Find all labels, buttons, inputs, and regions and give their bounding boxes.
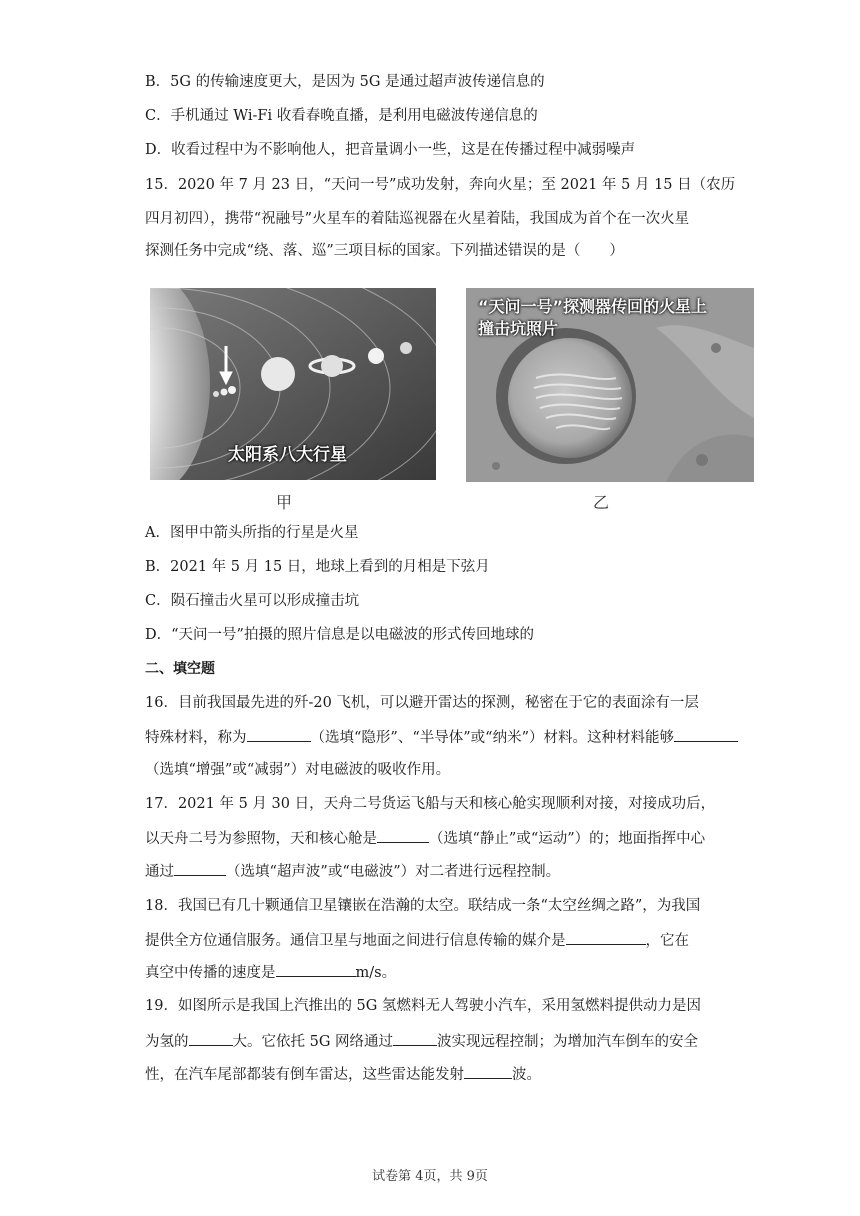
q17-line3 bbox=[145, 861, 560, 882]
q18-blank-1[interactable] bbox=[566, 930, 646, 945]
q19-line2 bbox=[145, 1031, 698, 1052]
q16-line2-text-b: （选填“隐形”、“半导体”或“纳米”）材料。这种材料能够 bbox=[310, 730, 674, 746]
q16-line2-text-a: 特殊材料，称为 bbox=[145, 730, 247, 746]
q17-blank-1[interactable] bbox=[377, 828, 429, 843]
q18-line1: 18．我国已有几十颗通信卫星镶嵌在浩瀚的太空。联结成一条“太空丝绸之路”，为我国 bbox=[145, 898, 701, 914]
q19-blank-1[interactable] bbox=[189, 1031, 233, 1046]
q18-line2 bbox=[145, 930, 689, 951]
q16-blank-1[interactable] bbox=[247, 727, 311, 742]
q16-line1: 16．目前我国最先进的歼-20 飞机，可以避开雷达的探测，秘密在于它的表面涂有一层 bbox=[145, 695, 699, 711]
solar-system-figure bbox=[150, 288, 436, 480]
q19-line1: 19．如图所示是我国上汽推出的 5G 氢燃料无人驾驶小汽车，采用氢燃料提供动力是因 bbox=[145, 998, 701, 1014]
q18-line2-text-a: 提供全方位通信服务。通信卫星与地面之间进行信息传输的媒介是 bbox=[145, 933, 566, 949]
section-heading: 二、填空题 bbox=[145, 661, 215, 677]
q19-blank-2[interactable] bbox=[393, 1031, 437, 1046]
q15-stem-line1: 15．2020 年 7 月 23 日，“天问一号”成功发射，奔向火星；至 2021 年 5 月 15 日（农历 bbox=[145, 177, 736, 193]
q15-option-d: D．“天问一号”拍摄的照片信息是以电磁波的形式传回地球的 bbox=[145, 627, 534, 643]
q18-line3-text-a: 真空中传播的速度是 bbox=[145, 965, 276, 981]
q17-line2 bbox=[145, 828, 705, 849]
q17-line2-text-a: 以天舟二号为参照物，天和核心舱是 bbox=[145, 831, 377, 847]
q19-line3-text-b: 波。 bbox=[512, 1067, 541, 1083]
solar-system-label: 太阳系八大行星 bbox=[228, 445, 347, 465]
q18-blank-2[interactable] bbox=[276, 962, 356, 977]
jupiter-shape bbox=[261, 357, 295, 391]
q16-line2 bbox=[145, 727, 738, 748]
q17-blank-2[interactable] bbox=[174, 861, 226, 876]
target-planet bbox=[228, 386, 236, 394]
q15-option-b: B．2021 年 5 月 15 日，地球上看到的月相是下弦月 bbox=[145, 559, 490, 575]
q14-option-b: B．5G 的传输速度更大，是因为 5G 是通过超声波传递信息的 bbox=[145, 74, 545, 90]
page-footer: 试卷第 4页，共 9页 bbox=[372, 1169, 488, 1184]
q17-line3-text-b: （选填“超声波”或“电磁波”）对二者进行远程控制。 bbox=[226, 864, 561, 880]
q14-option-c: C．手机通过 Wi-Fi 收看春晚直播，是利用电磁波传递信息的 bbox=[145, 108, 538, 124]
mars-crater-figure bbox=[466, 288, 754, 482]
q16-line3: （选填“增强”或“减弱”）对电磁波的吸收作用。 bbox=[145, 762, 451, 778]
q18-line2-text-b: ，它在 bbox=[645, 933, 689, 949]
q16-blank-2[interactable] bbox=[674, 727, 738, 742]
q19-line2-text-c: 波实现远程控制；为增加汽车倒车的安全 bbox=[437, 1034, 699, 1050]
q17-line3-text-a: 通过 bbox=[145, 864, 174, 880]
q19-line2-text-a: 为氢的 bbox=[145, 1034, 189, 1050]
q19-line3 bbox=[145, 1064, 541, 1085]
q19-line3-text-a: 性，在汽车尾部都装有倒车雷达，这些雷达能发射 bbox=[145, 1067, 464, 1083]
figure-caption-yi: 乙 bbox=[593, 493, 610, 512]
q18-line3-text-b: m/s。 bbox=[355, 965, 397, 981]
q19-blank-3[interactable] bbox=[464, 1064, 512, 1079]
q17-line1: 17．2021 年 5 月 30 日，天舟二号货运飞船与天和核心舱实现顺利对接，对接成功后， bbox=[145, 796, 716, 812]
figure-caption-jia: 甲 bbox=[276, 493, 293, 512]
q15-stem-line3: 探测任务中完成“绕、落、巡”三项目标的国家。下列描述错误的是（ ） bbox=[145, 243, 624, 259]
crater-label-line1: “天问一号”探测器传回的火星上 bbox=[478, 297, 708, 316]
q15-option-a: A．图甲中箭头所指的行星是火星 bbox=[145, 525, 359, 541]
q17-line2-text-b: （选填“静止”或“运动”）的；地面指挥中心 bbox=[429, 831, 706, 847]
q15-stem-line2: 四月初四），携带“祝融号”火星车的着陆巡视器在火星着陆，我国成为首个在一次火星 bbox=[145, 211, 690, 227]
q15-option-c: C．陨石撞击火星可以形成撞击坑 bbox=[145, 593, 360, 609]
q18-line3 bbox=[145, 962, 396, 983]
q19-line2-text-b: 大。它依托 5G 网络通过 bbox=[232, 1034, 394, 1050]
q14-option-d: D．收看过程中为不影响他人，把音量调小一些，这是在传播过程中减弱噪声 bbox=[145, 142, 636, 158]
crater-label-line2: 撞击坑照片 bbox=[478, 319, 559, 338]
